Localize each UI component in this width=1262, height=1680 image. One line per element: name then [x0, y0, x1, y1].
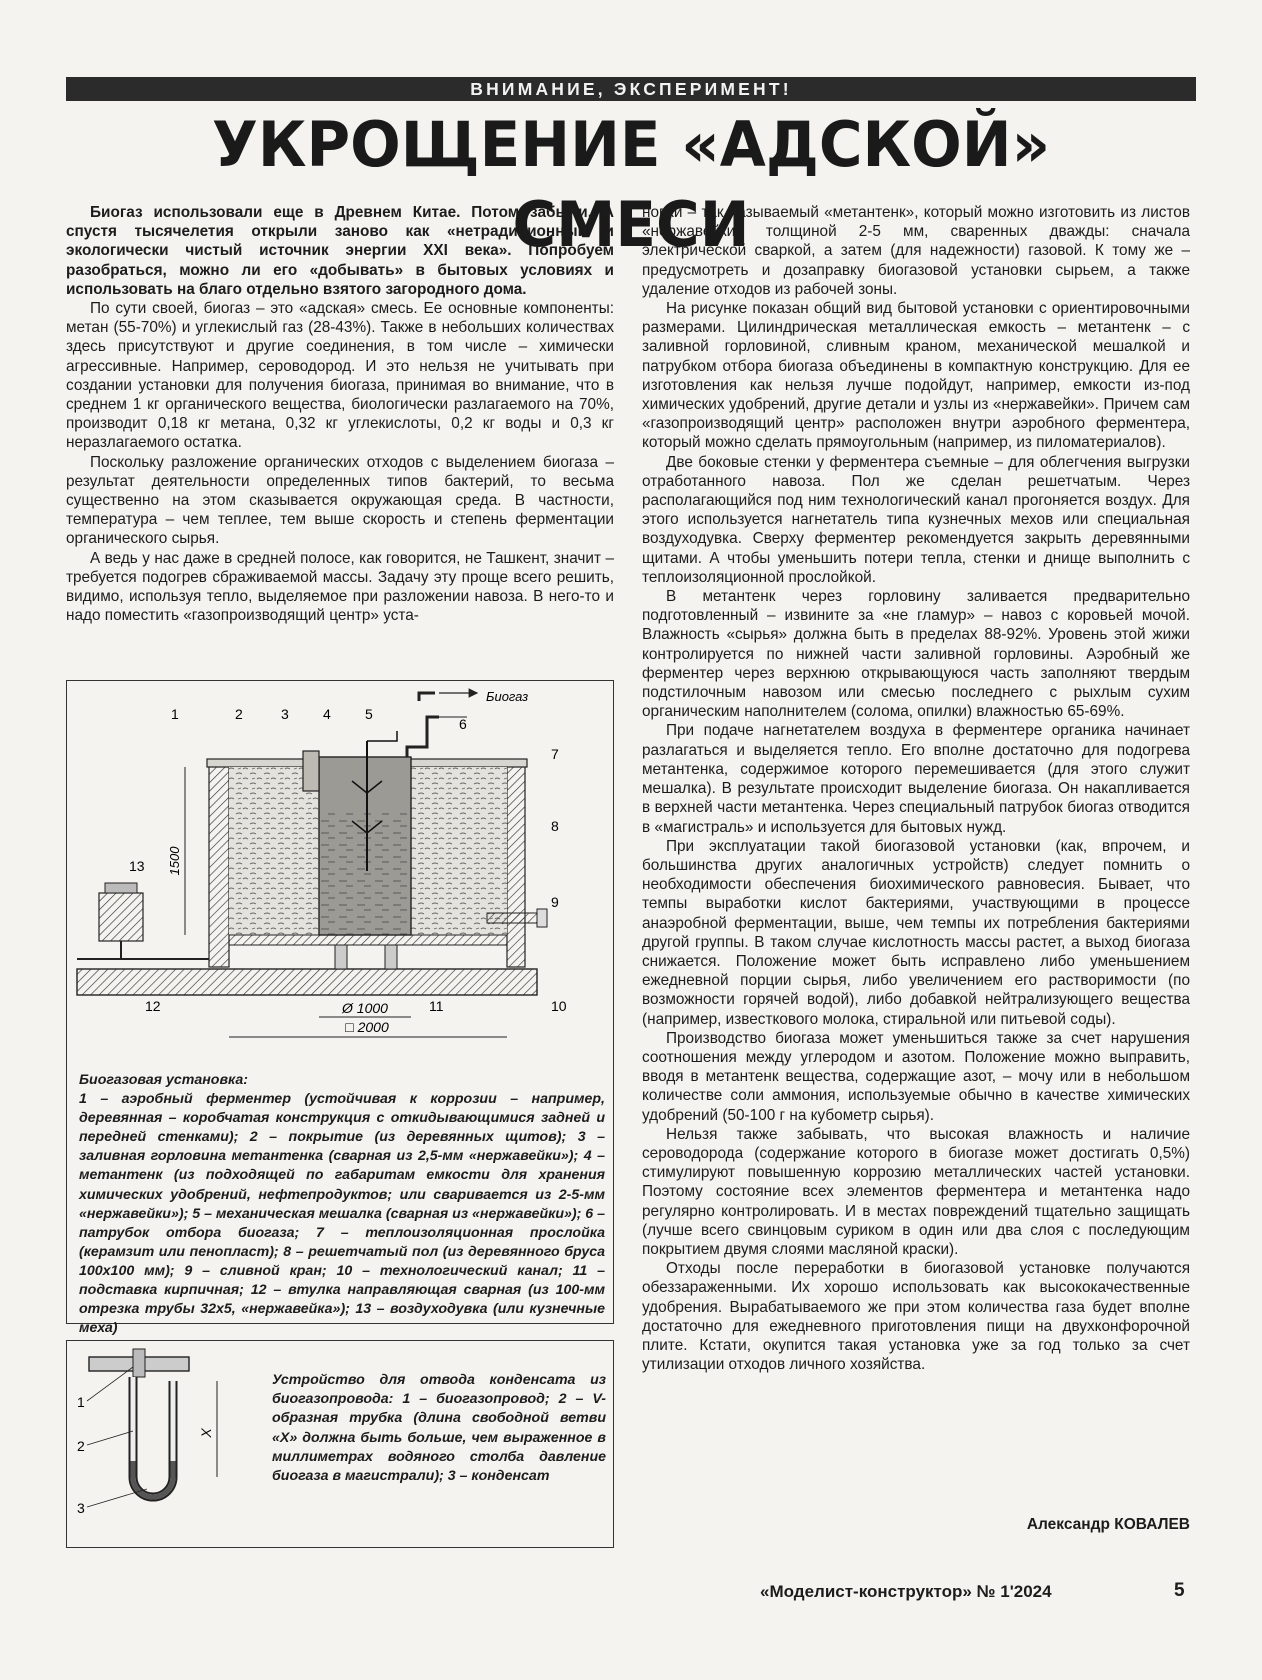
u-tube: [133, 1377, 173, 1497]
callout-13: 13: [129, 858, 145, 874]
callout-5: 5: [365, 706, 373, 722]
paragraph: Поскольку разложение органических отходов с выделением биогаза – результат деятельности определенных типов бактерий, то весьма существенно на этом сказывается окружающая среда. В частности, температура – чем теплее, тем выше скорость и степень ферментации органического сырья.: [66, 453, 614, 548]
paragraph: новки – так называемый «метантенк», который можно изготовить из листов «нержавейки» толщиной 2-5 мм, сваренных дважды: сначала электрической сваркой, а затем (для надежности) газовой. К тому же – предусмотреть и дозаправку биогазовой установки сырьем, а также удаление отходов из рабочей зоны.: [642, 204, 1190, 298]
callout-11: 11: [429, 998, 444, 1014]
figure2-caption: Устройство для отвода конденсата из биогазопровода: 1 – биогазопровод; 2 – V-образная трубка (длина свободной ветви «X» должна быть больше, чем выраженное в миллиметрах водяного столба давление биогаза в магистрали); 3 – конденсат: [272, 1372, 606, 1485]
paragraph: При эксплуатации такой биогазовой установки (как, впрочем, и большинства других аналогичных устройств) следует помнить о необходимости обеспечения биохимического равновесия. Бывает, что темпы выработки кислот бактериями, участвующими в процессе анаэробной ферментации, выше, чем темпы их потребления бактериями другой группы. В таком случае кислотность массы растет, а выход биогаза снижается. Положение может быть исправлено либо уменьшением ежедневной порции сырья, либо увеличением его растворимости (по возможности горячей водой), либо добавкой нейтрализующего вещества (например, известкового молока, стиральной или питьевой соды).: [642, 837, 1190, 1028]
callout-10: 10: [551, 998, 567, 1014]
callout-numbers-2: [77, 1394, 85, 1516]
base-slab: [77, 969, 537, 995]
biogas-label: Биогаз: [486, 689, 529, 704]
figure-condensate-trap: [66, 1340, 614, 1548]
callout-9: 9: [551, 894, 559, 910]
blower: [99, 893, 143, 941]
dim-width: □ 2000: [345, 1019, 389, 1035]
callout-fig2-3: 3: [77, 1500, 85, 1516]
paragraph: Отходы после переработки в биогазовой установке получаются обеззараженными. Их хорошо использовать как высококачественные удобрения. Вырабатываемого же при этом количества газа будет вполне достаточно для ежедневного приготовления пищи на двухконфорочной плите. Кстати, окупится такая установка уже за год только за счет утилизации отходов личного хозяйства.: [642, 1260, 1190, 1374]
dim-x: X: [198, 1428, 214, 1438]
dim-height: 1500: [167, 846, 182, 876]
magazine-footer: «Моделист-конструктор» № 1'2024: [760, 1582, 1052, 1601]
filling-neck: [303, 751, 319, 791]
callout-7: 7: [551, 746, 559, 762]
paragraph: При подаче нагнетателем воздуха в ферментере органика начинает разлагаться и выделяется тепло. Его вполне достаточно для подогрева метантенка, содержимое которого перемешивается (для этого служит мешалка). В результате происходит выделение биогаза. Он накапливается в верхней части метантенка. Через специальный патрубок биогаз отводится в «магистраль» и используется для бытовых нужд.: [642, 722, 1190, 836]
lead-paragraph: Биогаз использовали еще в Древнем Китае. Потом забыли. А спустя тысячелетия открыли заново как «нетрадиционный и экологически чистый источник энергии XXI века». Попробуем разобраться, можно ли его «добывать» в бытовых условиях и использовать на благо отдельно взятого загородного дома.: [66, 204, 614, 298]
condensate-trap-diagram: [67, 1341, 267, 1549]
dim-diameter: Ø 1000: [342, 1000, 388, 1016]
callout-6: 6: [459, 716, 467, 732]
column-right: [642, 203, 1190, 1374]
callout-12: 12: [145, 998, 161, 1014]
callout-2: 2: [235, 706, 243, 722]
callout-4: 4: [323, 706, 331, 722]
biogas-plant-diagram: [67, 681, 615, 1066]
callout-fig2-2: 2: [77, 1438, 85, 1454]
page-number: 5: [1174, 1580, 1185, 1601]
caption-title: Биогазовая установка:: [79, 1072, 249, 1088]
paragraph: Производство биогаза может уменьшиться также за счет нарушения соотношения между углеродом и азотом. Положение можно выправить, вводя в метантенк вещества, содержащие азот, – мочу или в небольшом количестве соли аммония, используемые обычно в качестве химических удобрений (50-100 г на кубометр сырья).: [642, 1029, 1190, 1124]
rubric: ВНИМАНИЕ, ЭКСПЕРИМЕНТ!: [66, 77, 1196, 101]
figure-caption: [79, 1071, 605, 1338]
insulation-wall-right: [507, 765, 525, 967]
paragraph: На рисунке показан общий вид бытовой установки с ориентировочными размерами. Цилиндрическая металлическая емкость – метантенк – с заливной горловиной, сливным краном, механической мешалкой и патрубком отбора биогаза объединены в компактную конструкцию. Для ее изготовления как нельзя лучше подойдут, например, емкости из-под химических удобрений, другие детали и узлы из «нержавейки». Причем сам «газопроизводящий центр» расположен внутри аэробного ферментера, который можно сделать прямоугольным (например, из пиломатериалов).: [642, 300, 1190, 452]
caption-body: 1 – аэробный ферментер (устойчивая к коррозии – например, деревянная – коробчатая конструкция с откидывающимися задней и передней стенками); 2 – покрытие (из деревянных щитов); 3 – заливная горловина метантенка (сварная из 2,5-мм «нержавейки»); 4 – метантенк (из подходящей по габаритам емкости для хранения химических удобрений, нефтепродуктов; или сваривается из 2-5-мм «нержавейки»); 5 – механическая мешалка (сварная из «нержавейки»); 6 – патрубок отбора биогаза; 7 – теплоизоляционная прослойка (керамзит или пенопласт); 8 – решетчатый пол (из деревянного бруса 100х100 мм); 9 – сливной кран; 10 – технологический канал; 11 – подставка кирпичная; 12 – втулка направляющая сварная (из 100-мм отрезка трубы 32х5, «нержавейка»); 13 – воздуходувка (или кузнечные меха): [79, 1091, 605, 1337]
author: Александр КОВАЛЕВ: [1026, 1516, 1190, 1533]
paragraph: В метантенк через горловину заливается предварительно подготовленный – извините за «не гламур» – навоз с коровьей мочой. Влажность «сырья» должна быть в пределах 88-92%. Уровень этой жижи контролируется по нижней части заливной горловины. Аэробный же ферментер через верхнюю открывающуюся часть заполняют твердым подстилочным навозом или смесью последнего с рыхлым сухим органическим наполнителем (солома, опилки) влажностью 65-69%.: [642, 588, 1190, 721]
insulation-wall-left: [209, 765, 229, 967]
callout-8: 8: [551, 818, 559, 834]
paragraph: Две боковые стенки у ферментера съемные – для облегчения выгрузки отработанного навоза. Пол же сделан решетчатым. Через располагающийся под ним технологический канал прогоняется воздух. Для этого используется нагнетатель типа кузнечных мехов или специальная воздуходувка. Сверху ферментер рекомендуется закрыть деревянными щитами. А чтобы уменьшить потери тепла, стенки и днище выполнить с теплоизоляционной прослойкой.: [642, 453, 1190, 586]
paragraph: Нельзя также забывать, что высокая влажность и наличие сероводорода (содержание которого в биогазе может достигать 0,5%) стимулируют повышенную коррозию металлических частей установки. Поэтому состояние всех элементов ферментера и метантенка надо регулярно контролировать. И в местах повреждений тщательно защищать (лучше всего свинцовым суриком в один или два слоя с последующим покрытием двумя слоями масляной краски).: [642, 1125, 1190, 1258]
paragraph: А ведь у нас даже в средней полосе, как говорится, не Ташкент, значит – требуется подогрев сбраживаемой массы. Задачу эту проще всего решить, видимо, используя тепло, выделяемое при разложении навоза. В него-то и надо поместить «газопроизводящий центр» уста-: [66, 549, 614, 625]
column-left: [66, 203, 614, 625]
figure-biogas-plant: [66, 680, 614, 1337]
article-title: УКРОЩЕНИЕ «АДСКОЙ» СМЕСИ: [211, 108, 1051, 261]
callout-3: 3: [281, 706, 289, 722]
callout-1: 1: [171, 706, 179, 722]
paragraph: По сути своей, биогаз – это «адская» смесь. Ее основные компоненты: метан (55-70%) и углекислый газ (28-43%). Также в небольших количествах здесь присутствуют и другие соединения, в том числе – химически агрессивные. Например, сероводород. И это нельзя не учитывать при создании установки для получения биогаза, принимая во внимание, что в среднем 1 кг органического вещества, биологически разлагаемого на 70%, производит 0,18 кг метана, 0,32 кг углекислоты, 0,2 кг воды и 0,3 кг неразлагаемого остатка.: [66, 300, 614, 452]
callout-fig2-1: 1: [77, 1394, 85, 1410]
